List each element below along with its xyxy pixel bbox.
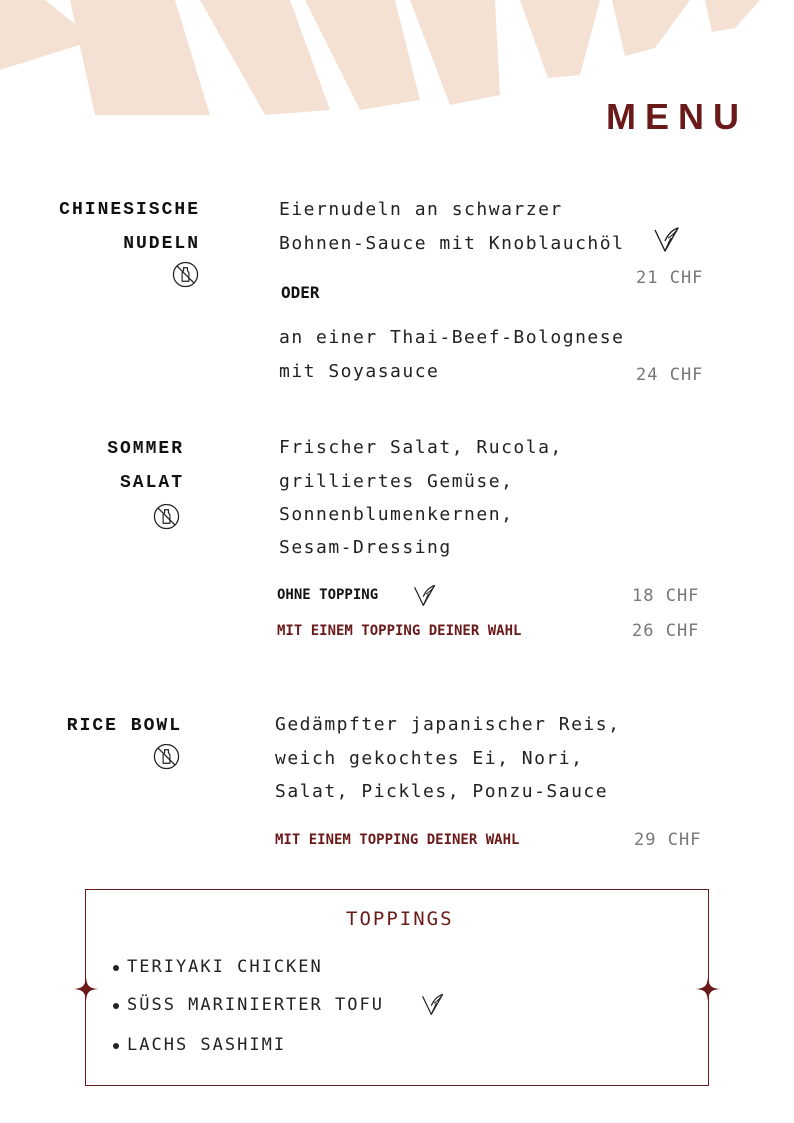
vegan-leaf-icon [420,991,446,1017]
dish-description-line: Sonnenblumenkernen, [279,504,514,525]
dish-description-line: Sesam-Dressing [279,537,452,558]
topping-label: SÜSS MARINIERTER TOFU [127,995,384,1015]
dish-name-line1: SOMMER [107,439,184,459]
bullet-icon [113,1043,119,1049]
dish-description-line: mit Soyasauce [279,361,440,382]
dish-description-line: grilliertes Gemüse, [279,471,514,492]
sparkle-star-icon [73,976,99,1002]
page-title: MENU [606,96,748,137]
bullet-icon [113,965,119,971]
dish-description-line: Salat, Pickles, Ponzu-Sauce [275,781,609,802]
no-alcohol-icon [172,261,199,288]
sparkle-star-icon [695,976,721,1002]
price: 21 CHF [636,268,704,288]
vegan-leaf-icon [652,224,682,254]
dish-name-line1: CHINESISCHE [59,200,200,220]
bullet-icon [113,1003,119,1009]
option-label: OHNE TOPPING [277,587,379,603]
dish-description-line: Frischer Salat, Rucola, [279,437,563,458]
dish-description-line: weich gekochtes Ei, Nori, [275,748,584,769]
dish-name: RICE BOWL [66,716,182,736]
dish-name-line2: NUDELN [123,234,200,254]
list-item [113,1035,286,1055]
dish-description-line: Bohnen-Sauce mit Knoblauchöl [279,233,625,254]
price: 24 CHF [636,365,704,385]
dish-description-line: Eiernudeln an schwarzer [279,199,563,220]
dish-name-line2: SALAT [119,473,184,493]
list-item [113,995,384,1015]
option-label: MIT EINEM TOPPING DEINER WAHL [275,832,520,848]
list-item [113,957,323,977]
vegan-leaf-icon [412,582,438,608]
no-alcohol-icon [153,743,180,770]
toppings-title: TOPPINGS [346,908,454,930]
price: 26 CHF [632,621,700,641]
topping-label: TERIYAKI CHICKEN [127,957,323,977]
no-alcohol-icon [153,503,180,530]
or-label: ODER [281,283,320,302]
dish-description-line: Gedämpfter japanischer Reis, [275,714,621,735]
dish-description-line: an einer Thai-Beef-Bolognese [279,327,625,348]
topping-label: LACHS SASHIMI [127,1035,287,1055]
price: 18 CHF [632,586,700,606]
option-label: MIT EINEM TOPPING DEINER WAHL [277,623,522,639]
price: 29 CHF [634,830,702,850]
